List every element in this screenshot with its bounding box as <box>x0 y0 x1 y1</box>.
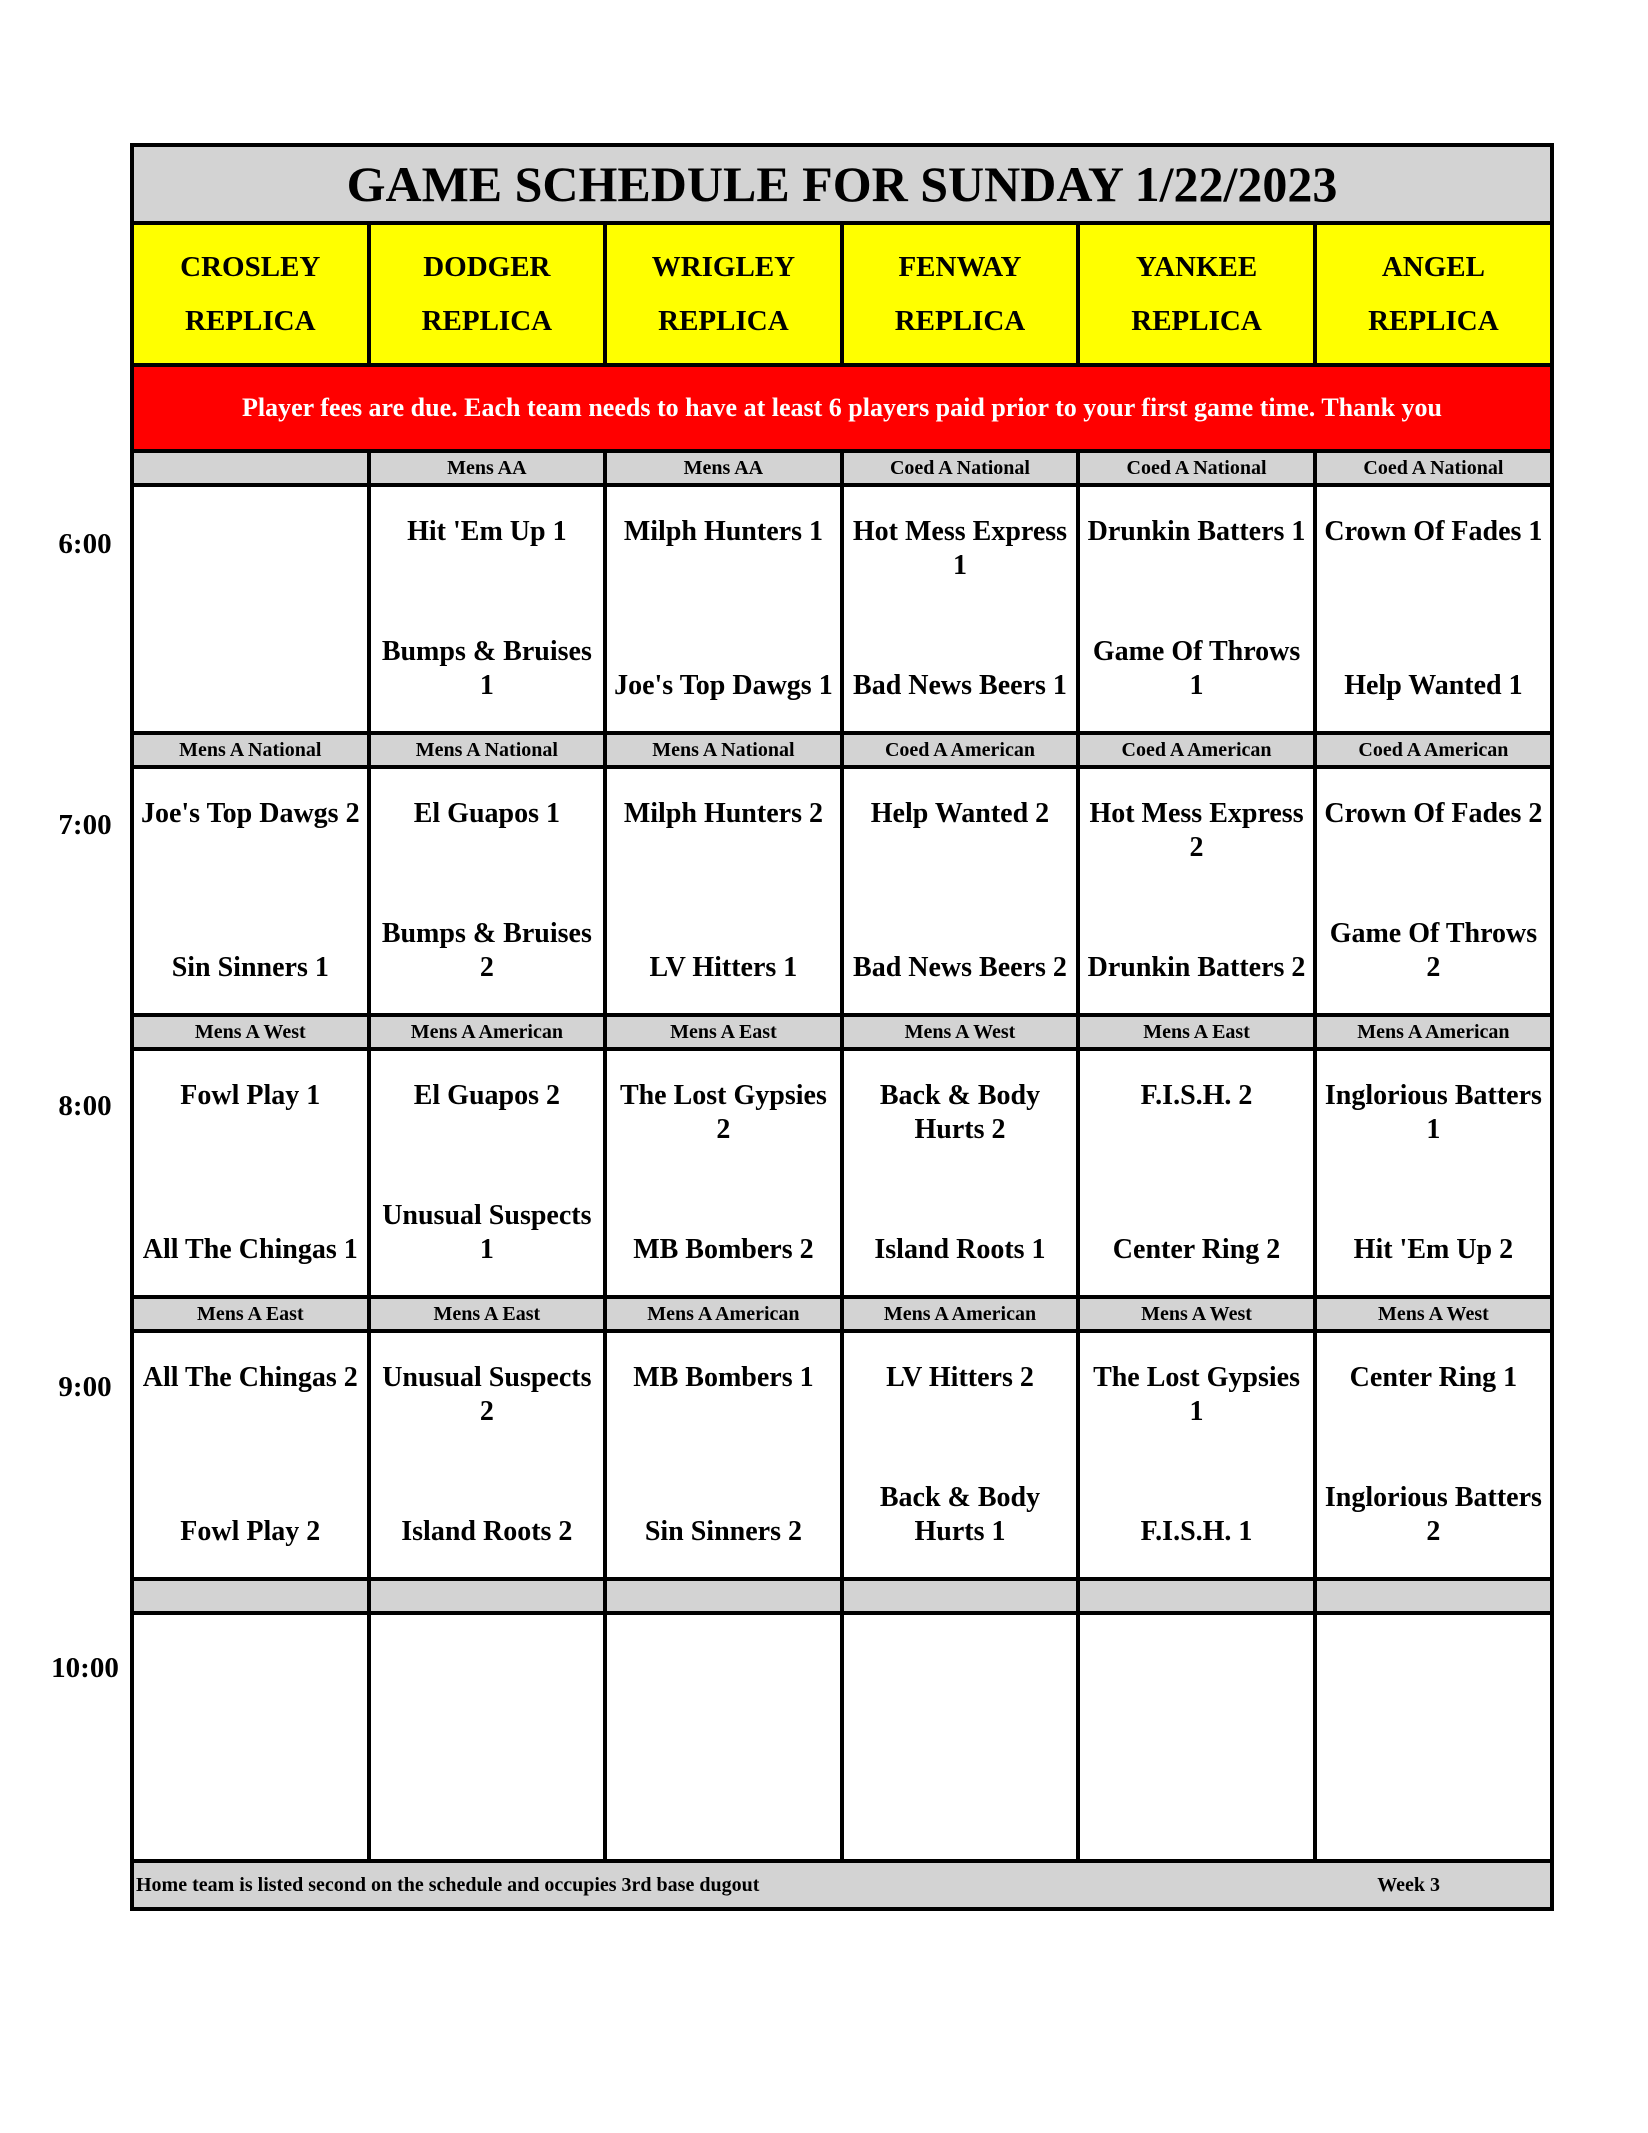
game-cell <box>369 1049 606 1297</box>
away-team: All The Chingas 2 <box>142 1362 358 1393</box>
game-cell <box>132 485 369 733</box>
notice-row <box>132 365 1552 451</box>
away-team: Milph Hunters 2 <box>623 798 823 829</box>
footer-content <box>134 1874 1550 1897</box>
division-label: Mens A East <box>1078 1015 1315 1049</box>
game-cell <box>1315 1331 1552 1579</box>
division-label: Mens A West <box>1078 1297 1315 1331</box>
schedule-table <box>130 143 1554 1911</box>
home-team: F.I.S.H. 1 <box>1140 1516 1253 1547</box>
game-cell <box>842 767 1079 1015</box>
home-team: Fowl Play 2 <box>180 1516 321 1547</box>
home-team: Game Of Throws 1 <box>1092 636 1301 701</box>
away-team: Center Ring 1 <box>1349 1362 1518 1393</box>
away-team: El Guapos 1 <box>413 798 560 829</box>
game-row <box>132 485 1552 733</box>
field-header-row <box>132 223 1552 365</box>
empty-game-cell <box>1078 1613 1315 1861</box>
away-team: Hot Mess Express 2 <box>1089 798 1304 863</box>
division-label: Mens A West <box>1315 1297 1552 1331</box>
division-label: Mens AA <box>369 451 606 485</box>
home-team: Hit 'Em Up 2 <box>1353 1234 1514 1265</box>
home-team: Bumps & Bruises 2 <box>381 918 592 983</box>
field-header <box>132 223 369 365</box>
game-cell <box>605 1049 842 1297</box>
week-label: Week 3 <box>1377 1873 1440 1896</box>
field-name: FENWAY <box>898 251 1022 283</box>
division-label: Mens A East <box>369 1297 606 1331</box>
division-label: Mens A West <box>842 1015 1079 1049</box>
division-label <box>132 451 369 485</box>
division-label: Coed A American <box>1078 733 1315 767</box>
fee-notice: Player fees are due. Each team needs to have at least 6 players paid prior to your first game time. Thank you <box>132 365 1552 451</box>
empty-game-cell <box>369 1613 606 1861</box>
home-team: Bad News Beers 1 <box>853 670 1067 701</box>
game-cell <box>605 1331 842 1579</box>
blank-division-cell <box>1078 1579 1315 1613</box>
blank-division-cell <box>132 1579 369 1613</box>
away-team: LV Hitters 2 <box>886 1362 1034 1393</box>
game-cell <box>605 767 842 1015</box>
blank-division-cell <box>605 1579 842 1613</box>
field-type: REPLICA <box>658 305 789 337</box>
game-cell <box>605 485 842 733</box>
division-label: Mens A American <box>369 1015 606 1049</box>
division-label: Coed A National <box>1315 451 1552 485</box>
division-label: Coed A National <box>1078 451 1315 485</box>
empty-game-cell <box>132 1613 369 1861</box>
home-team: LV Hitters 1 <box>649 952 798 983</box>
time-slot-label: 7:00 <box>58 809 112 841</box>
time-slot-label: 9:00 <box>58 1371 112 1403</box>
blank-division-cell <box>1315 1579 1552 1613</box>
away-team: Inglorious Batters 1 <box>1324 1080 1542 1145</box>
away-team: Joe's Top Dawgs 2 <box>140 798 360 829</box>
away-team: Crown Of Fades 1 <box>1324 516 1543 547</box>
field-type: REPLICA <box>1368 305 1499 337</box>
field-header <box>842 223 1079 365</box>
division-label: Mens A East <box>605 1015 842 1049</box>
home-team: Inglorious Batters 2 <box>1324 1482 1542 1547</box>
division-label: Mens A National <box>369 733 606 767</box>
away-team: The Lost Gypsies 1 <box>1093 1362 1300 1427</box>
away-team: The Lost Gypsies 2 <box>619 1080 827 1145</box>
game-cell <box>1078 1331 1315 1579</box>
game-cell <box>369 767 606 1015</box>
division-row <box>132 1297 1552 1331</box>
empty-game-cell <box>842 1613 1079 1861</box>
away-team: Drunkin Batters 1 <box>1087 516 1306 547</box>
game-cell <box>1078 1049 1315 1297</box>
time-slot-label: 10:00 <box>51 1652 119 1684</box>
home-team: Game Of Throws 2 <box>1329 918 1538 983</box>
game-cell <box>842 1331 1079 1579</box>
away-team: MB Bombers 1 <box>633 1362 814 1393</box>
field-header <box>1078 223 1315 365</box>
division-label: Coed A American <box>842 733 1079 767</box>
division-row <box>132 1015 1552 1049</box>
game-row <box>132 1049 1552 1297</box>
division-label: Mens A West <box>132 1015 369 1049</box>
field-name: YANKEE <box>1135 251 1258 283</box>
game-cell <box>132 767 369 1015</box>
time-slot-label: 6:00 <box>58 528 112 560</box>
game-row <box>132 1331 1552 1579</box>
away-team: Fowl Play 1 <box>180 1080 321 1111</box>
game-cell <box>842 485 1079 733</box>
game-cell <box>369 485 606 733</box>
division-label: Mens A National <box>605 733 842 767</box>
home-team: All The Chingas 1 <box>142 1234 358 1265</box>
game-cell <box>369 1331 606 1579</box>
home-team: Center Ring 2 <box>1112 1234 1281 1265</box>
blank-division-cell <box>369 1579 606 1613</box>
field-name: WRIGLEY <box>651 251 796 283</box>
home-team <box>134 609 367 731</box>
empty-game-cell <box>605 1613 842 1861</box>
away-team: F.I.S.H. 2 <box>1140 1080 1253 1111</box>
page-title: GAME SCHEDULE FOR SUNDAY 1/22/2023 <box>132 145 1552 223</box>
away-team <box>134 487 367 609</box>
field-type: REPLICA <box>1131 305 1262 337</box>
game-cell <box>842 1049 1079 1297</box>
division-label: Mens AA <box>605 451 842 485</box>
field-type: REPLICA <box>894 305 1026 337</box>
home-team: Island Roots 2 <box>401 1516 573 1547</box>
field-type: REPLICA <box>421 305 553 337</box>
home-team: Unusual Suspects 1 <box>382 1200 592 1265</box>
home-team: Sin Sinners 2 <box>644 1516 802 1547</box>
game-row <box>132 767 1552 1015</box>
away-team: Help Wanted 2 <box>870 798 1050 829</box>
game-cell <box>1315 767 1552 1015</box>
away-team: Unusual Suspects 2 <box>382 1362 592 1427</box>
away-team: El Guapos 2 <box>413 1080 560 1111</box>
division-row <box>132 733 1552 767</box>
division-label: Coed A American <box>1315 733 1552 767</box>
division-label: Mens A National <box>132 733 369 767</box>
footer-cell <box>132 1861 1552 1909</box>
home-team: Help Wanted 1 <box>1344 670 1523 701</box>
game-cell <box>1315 1049 1552 1297</box>
time-slot-label: 8:00 <box>58 1090 112 1122</box>
away-team: Milph Hunters 1 <box>623 516 823 547</box>
game-cell <box>132 1331 369 1579</box>
field-header <box>1315 223 1552 365</box>
home-team: Island Roots 1 <box>874 1234 1046 1265</box>
title-row <box>132 145 1552 223</box>
division-row <box>132 451 1552 485</box>
field-name: CROSLEY <box>180 251 321 283</box>
division-label: Mens A American <box>1315 1015 1552 1049</box>
home-team: Bad News Beers 2 <box>853 952 1067 983</box>
game-cell <box>1078 767 1315 1015</box>
game-cell <box>1078 485 1315 733</box>
home-team-note: Home team is listed second on the schedule and occupies 3rd base dugout <box>136 1873 760 1896</box>
game-cell <box>1315 485 1552 733</box>
home-team: Drunkin Batters 2 <box>1087 952 1306 983</box>
home-team: Back & Body Hurts 1 <box>879 1482 1041 1547</box>
empty-game-row <box>132 1613 1552 1861</box>
home-team: Bumps & Bruises 1 <box>381 636 592 701</box>
footer-row <box>132 1861 1552 1909</box>
division-label: Mens A American <box>842 1297 1079 1331</box>
home-team: Joe's Top Dawgs 1 <box>614 670 833 701</box>
away-team: Back & Body Hurts 2 <box>879 1080 1041 1145</box>
field-type: REPLICA <box>185 305 316 337</box>
home-team: MB Bombers 2 <box>633 1234 814 1265</box>
game-cell <box>132 1049 369 1297</box>
away-team: Hot Mess Express 1 <box>852 516 1068 581</box>
away-team: Crown Of Fades 2 <box>1324 798 1543 829</box>
home-team: Sin Sinners 1 <box>171 952 329 983</box>
field-header <box>369 223 606 365</box>
field-header <box>605 223 842 365</box>
division-label: Mens A East <box>132 1297 369 1331</box>
blank-division-cell <box>842 1579 1079 1613</box>
empty-game-cell <box>1315 1613 1552 1861</box>
division-label: Coed A National <box>842 451 1079 485</box>
division-label: Mens A American <box>605 1297 842 1331</box>
field-name: DODGER <box>423 251 551 283</box>
away-team: Hit 'Em Up 1 <box>407 516 567 547</box>
blank-division-row <box>132 1579 1552 1613</box>
field-name: ANGEL <box>1381 251 1485 283</box>
